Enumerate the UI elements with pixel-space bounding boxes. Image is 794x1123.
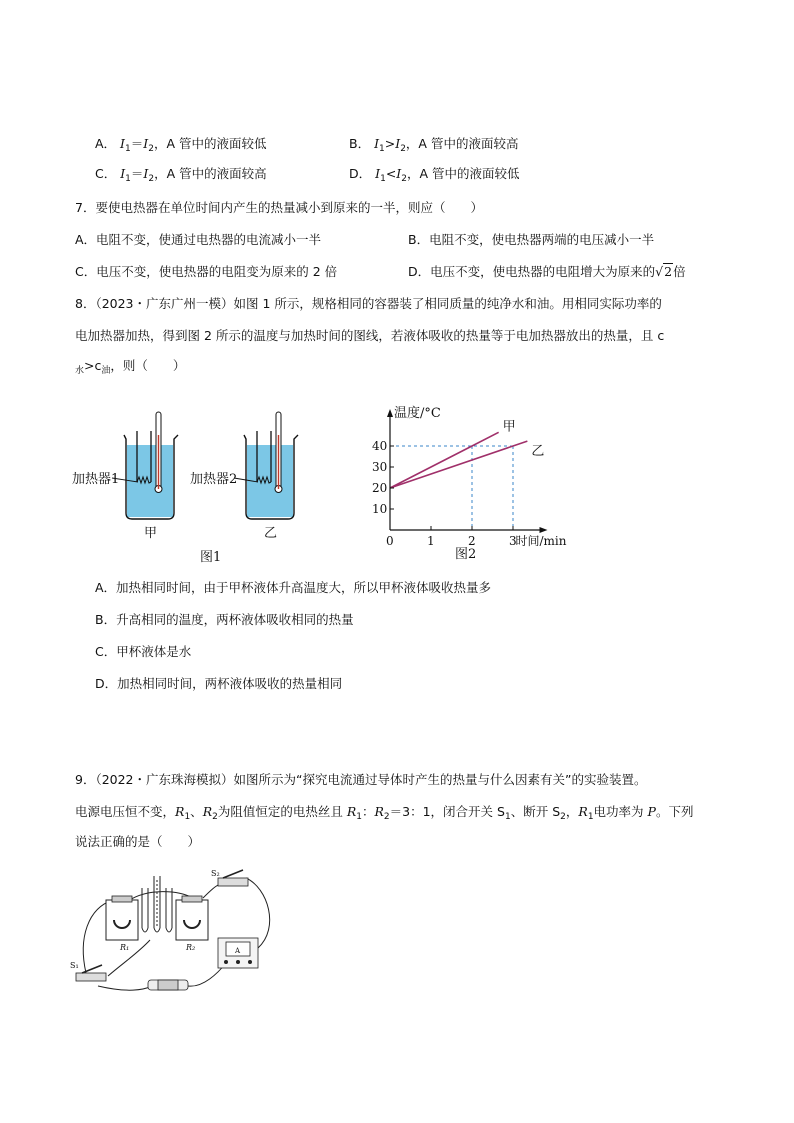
series-label-2: 乙: [531, 444, 545, 460]
x-axis-arrow: [540, 527, 548, 533]
figure-2-chart: [360, 385, 600, 565]
y-tick-label: 30: [372, 460, 388, 474]
q6-option-d[interactable]: D． $I_1<I_2$，A 管中的液面较低: [349, 166, 520, 184]
q8-stem-line2: 电加热器加热，得到图 2 所示的温度与加热时间的图线，若液体吸收的热量等于电加热器放出的热量，且 c: [75, 328, 665, 343]
q7-option-a[interactable]: A．电阻不变，使通过电热器的电流减小一半: [75, 232, 322, 247]
q9-stem-line3: 说法正确的是（ ）: [75, 834, 201, 849]
q7-option-d[interactable]: D．电压不变，使电热器的电阻增大为原来的√2倍: [408, 264, 686, 279]
ammeter: [218, 938, 258, 968]
figure-2-caption: 图2: [455, 547, 477, 562]
x-tick-label: 2: [468, 534, 476, 548]
ammeter-label: A: [235, 947, 241, 955]
q6-option-a[interactable]: A． $I_1=I_2$，A 管中的液面较低: [95, 136, 267, 154]
switch-s2: [218, 870, 248, 886]
u-tube: [142, 876, 172, 932]
beaker-2-label: 乙: [264, 526, 278, 541]
y-tick-label: 10: [372, 502, 388, 516]
x-tick-label: 1: [427, 534, 435, 548]
q8-stem-line1: 8．（2023・广东广州一模）如图 1 所示，规格相同的容器装了相同质量的纯净水和油。用相同实际功率的: [75, 296, 662, 311]
sqrt-expression: √2: [655, 264, 673, 279]
switch-s1: [76, 965, 106, 981]
beaker-2: [234, 412, 298, 519]
q8-option-c[interactable]: C．甲杯液体是水: [95, 644, 192, 659]
figure-1-caption: 图1: [200, 550, 222, 565]
q9-circuit-figure: [68, 868, 288, 998]
battery: [148, 980, 188, 990]
q8-option-a[interactable]: A．加热相同时间，由于甲杯液体升高温度大，所以甲杯液体吸收热量多: [95, 580, 492, 595]
series-label-1: 甲: [502, 419, 516, 435]
container-r1: [106, 896, 138, 940]
s2-label: S₂: [211, 869, 220, 878]
figure-1-beakers: [68, 405, 308, 565]
q8-option-d[interactable]: D．加热相同时间，两杯液体吸收的热量相同: [95, 676, 343, 691]
beaker-1: [112, 412, 178, 519]
q7-option-c[interactable]: C．电压不变，使电热器的电阻变为原来的 2 倍: [75, 264, 338, 279]
r1-label: R₁: [120, 943, 130, 952]
heater-1-label: 加热器1: [72, 472, 120, 487]
y-tick-label: 20: [372, 481, 388, 495]
q7-stem: 7．要使电热器在单位时间内产生的热量减小到原来的一半，则应（ ）: [75, 200, 483, 215]
x-tick-label: 0: [386, 534, 394, 548]
y-axis-arrow: [387, 409, 393, 417]
heater-2-label: 加热器2: [190, 472, 238, 487]
wire: [98, 986, 153, 990]
q6-option-b[interactable]: B． $I_1>I_2$，A 管中的液面较高: [349, 136, 519, 154]
s1-label: S₁: [70, 961, 79, 970]
container-r2: [176, 896, 208, 940]
q7-option-b[interactable]: B．电阻不变，使电热器两端的电压减小一半: [408, 232, 655, 247]
x-axis-label: 时间/min: [515, 534, 567, 548]
r2-label: R₂: [186, 943, 196, 952]
x-tick-label: 3: [509, 534, 517, 548]
y-axis-label: 温度/°C: [394, 406, 441, 421]
wire: [246, 878, 270, 948]
q9-stem-line1: 9．（2022・广东珠海模拟）如图所示为“探究电流通过导体时产生的热量与什么因素有关”的实验装置。: [75, 772, 647, 787]
beaker-1-label: 甲: [144, 526, 158, 541]
q8-stem-line3: $_水>c_油$，则（ ）: [75, 358, 186, 376]
q8-option-b[interactable]: B．升高相同的温度，两杯液体吸收相同的热量: [95, 612, 354, 627]
y-tick-label: 40: [372, 439, 388, 453]
q6-option-c[interactable]: C． $I_1=I_2$，A 管中的液面较高: [95, 166, 267, 184]
q9-stem-line2: 电源电压恒不变，$R_1$、$R_2$为阻值恒定的电热丝且 $R_1$：$R_2=3$：1，闭合开关 $S_1$、断开 $S_2$，$R_1$电功率为 P。下列: [75, 804, 694, 822]
series-line-1: [390, 432, 499, 488]
series-line-2: [390, 441, 527, 488]
